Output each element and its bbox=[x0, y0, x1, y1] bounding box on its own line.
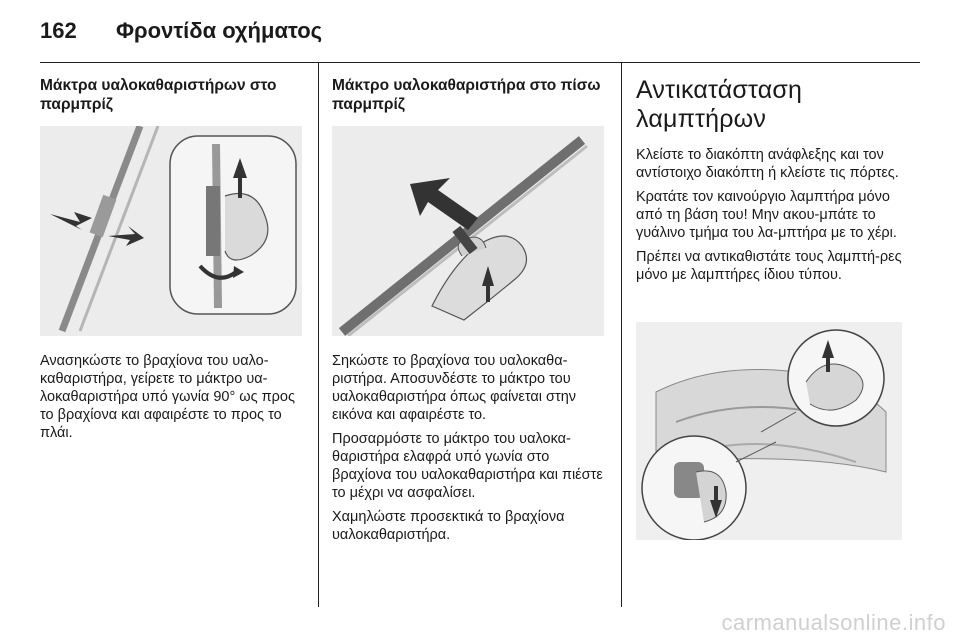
column-bulb-replacement bbox=[636, 76, 906, 134]
paragraph: Πρέπει να αντικαθιστάτε τους λαμπτή-ρες μόνο με λαμπτήρες ίδιου τύπου. bbox=[636, 249, 902, 283]
paragraph: Ανασηκώστε το βραχίονα του υαλο-καθαριστήρα, γείρετε το μάκτρο υα-λοκαθαριστήρα υπό γωνία 90° ως προς το βραχίονα και αφαιρέστε το προς το πλάι. bbox=[40, 353, 295, 441]
section-title-bulb-replacement: Αντικατάσταση λαμπτήρων bbox=[636, 76, 803, 133]
column-front-wiper bbox=[40, 76, 302, 114]
paragraph: Σηκώστε το βραχίονα του υαλοκαθα-ριστήρα. Αποσυνδέστε το μάκτρο του υαλοκαθαριστήρα όπως φαίνεται στην εικόνα και αφαιρέστε το. bbox=[332, 353, 577, 423]
page-header bbox=[40, 18, 920, 58]
front-wiper-drawing bbox=[40, 126, 302, 336]
column-rear-wiper bbox=[332, 76, 604, 114]
front-wiper-text bbox=[40, 352, 302, 448]
page-number: 162 bbox=[40, 18, 77, 43]
paragraph: Κλείστε το διακόπτη ανάφλεξης και τον αντίστοιχο διακόπτη ή κλείστε τις πόρτες. bbox=[636, 147, 899, 181]
rear-wiper-drawing bbox=[332, 126, 604, 336]
section-title-front-wiper: Μάκτρα υαλοκαθαριστήρων στο παρμπρίζ bbox=[40, 77, 277, 113]
chapter-title: Φροντίδα οχήματος bbox=[116, 18, 323, 43]
bulb-replacement-text bbox=[636, 146, 906, 290]
paragraph: Προσαρμόστε το μάκτρο του υαλοκα-θαριστήρα ελαφρά υπό γωνία στο βραχίονα του υαλοκαθαριστήρα και πιέστε το μέχρι να ασφαλίσει. bbox=[332, 431, 603, 501]
headlamp-bulb-illustration bbox=[636, 322, 902, 540]
rear-wiper-text bbox=[332, 352, 608, 550]
paragraph: Κρατάτε τον καινούργιο λαμπτήρα μόνο από τη βάση του! Μην ακου-μπάτε το γυάλινο τμήμα του λα-μπτήρα με το χέρι. bbox=[636, 189, 897, 241]
paragraph: Χαμηλώστε προσεκτικά το βραχίονα υαλοκαθαριστήρα. bbox=[332, 509, 565, 543]
rear-wiper-illustration bbox=[332, 126, 604, 336]
watermark: carmanualsonline.info bbox=[721, 610, 946, 635]
column-divider-2 bbox=[621, 62, 622, 607]
front-wiper-illustration bbox=[40, 126, 302, 336]
header-divider bbox=[40, 62, 920, 63]
headlamp-drawing bbox=[636, 322, 902, 540]
section-title-rear-wiper: Μάκτρο υαλοκαθαριστήρα στο πίσω παρμπρίζ bbox=[332, 77, 601, 113]
column-divider-1 bbox=[318, 62, 319, 607]
